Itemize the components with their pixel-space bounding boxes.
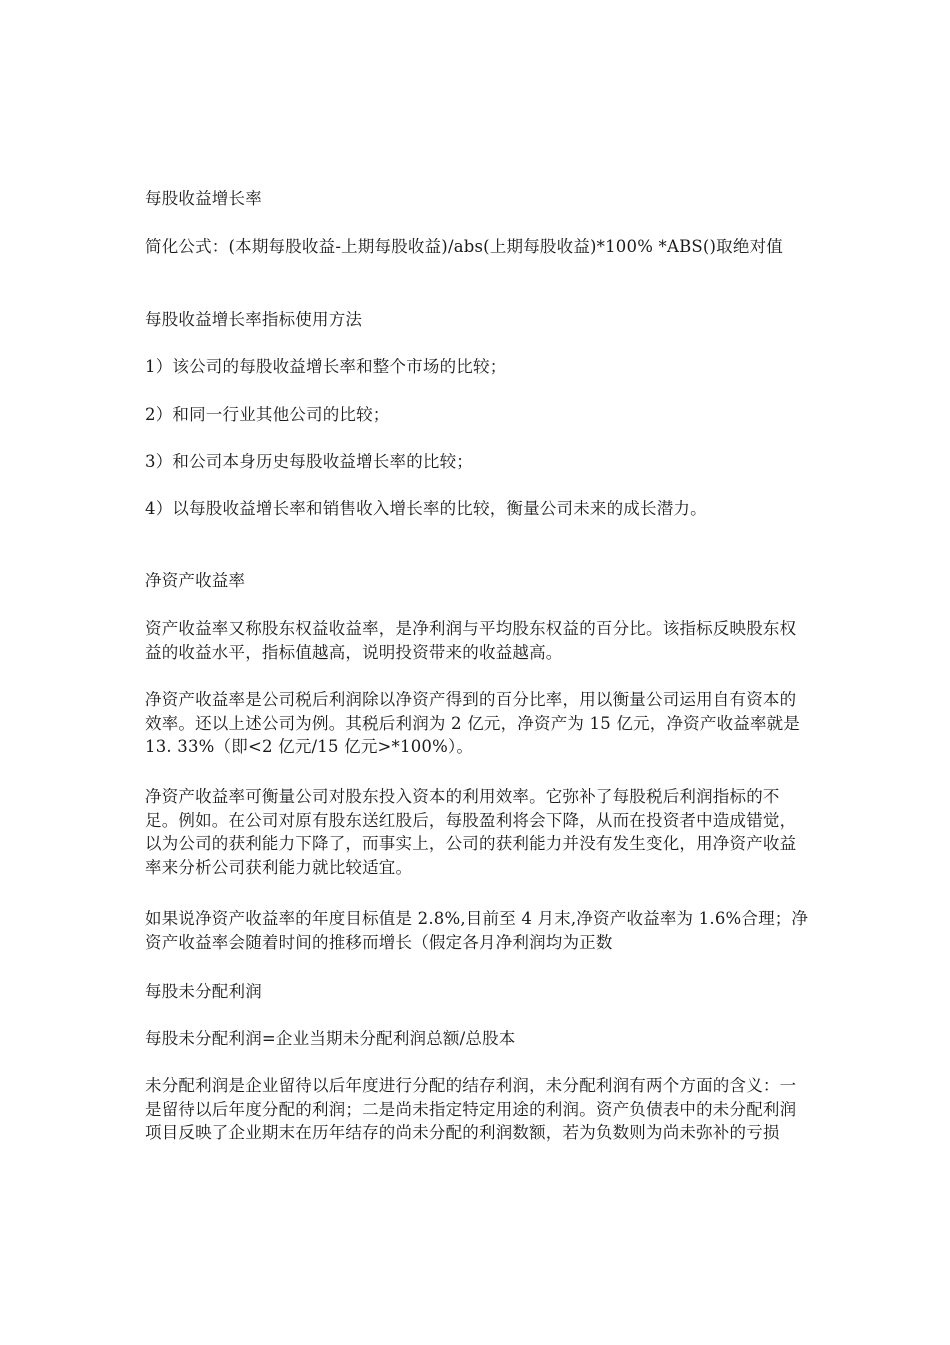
- eps-growth-formula: 简化公式：(本期每股收益-上期每股收益)/abs(上期每股收益)*100% *ABS()取绝对值: [145, 237, 783, 256]
- undistributed-paragraph: 未分配利润是企业留待以后年度进行分配的结存利润，未分配利润有两个方面的含义：一是留待以后年度分配的利润；二是尚未指定特定用途的利润。资产负债表中的未分配利润项目反映了企业期末在历年结存的尚未分配的利润数额，若为负数则为尚未弥补的亏损: [145, 1076, 797, 1142]
- roe-paragraph-4: 如果说净资产收益率的年度目标值是 2.8%,目前至 4 月末,净资产收益率为 1.6%合理；净资产收益率会随着时间的推移而增长（假定各月净利润均为正数: [145, 909, 809, 952]
- undistributed-title: 每股未分配利润: [145, 982, 262, 1001]
- roe-paragraph-2: 净资产收益率是公司税后利润除以净资产得到的百分比率，用以衡量公司运用自有资本的效率。还以上述公司为例。其税后利润为 2 亿元，净资产为 15 亿元，净资产收益率就是 13. 33%（即<2 亿元/15 亿元>*100%）。: [145, 690, 801, 756]
- roe-paragraph-3: 净资产收益率可衡量公司对股东投入资本的利用效率。它弥补了每股税后利润指标的不足。例如。在公司对原有股东送红股后，每股盈利将会下降，从而在投资者中造成错觉，以为公司的获利能力下降了，而事实上，公司的获利能力并没有发生变化，用净资产收益率来分析公司获利能力就比较适宜。: [145, 787, 797, 877]
- eps-growth-usage-title: 每股收益增长率指标使用方法: [145, 310, 363, 329]
- roe-title: 净资产收益率: [145, 571, 246, 590]
- eps-growth-item-1: 1）该公司的每股收益增长率和整个市场的比较；: [145, 357, 507, 376]
- eps-growth-item-4: 4）以每股收益增长率和销售收入增长率的比较，衡量公司未来的成长潜力。: [145, 499, 707, 518]
- eps-growth-item-2: 2）和同一行业其他公司的比较；: [145, 405, 390, 424]
- undistributed-formula: 每股未分配利润=企业当期未分配利润总额/总股本: [145, 1029, 516, 1048]
- roe-paragraph-1: 资产收益率又称股东权益收益率，是净利润与平均股东权益的百分比。该指标反映股东权益的收益水平，指标值越高，说明投资带来的收益越高。: [145, 619, 797, 662]
- eps-growth-title: 每股收益增长率: [145, 189, 262, 208]
- eps-growth-item-3: 3）和公司本身历史每股收益增长率的比较；: [145, 452, 473, 471]
